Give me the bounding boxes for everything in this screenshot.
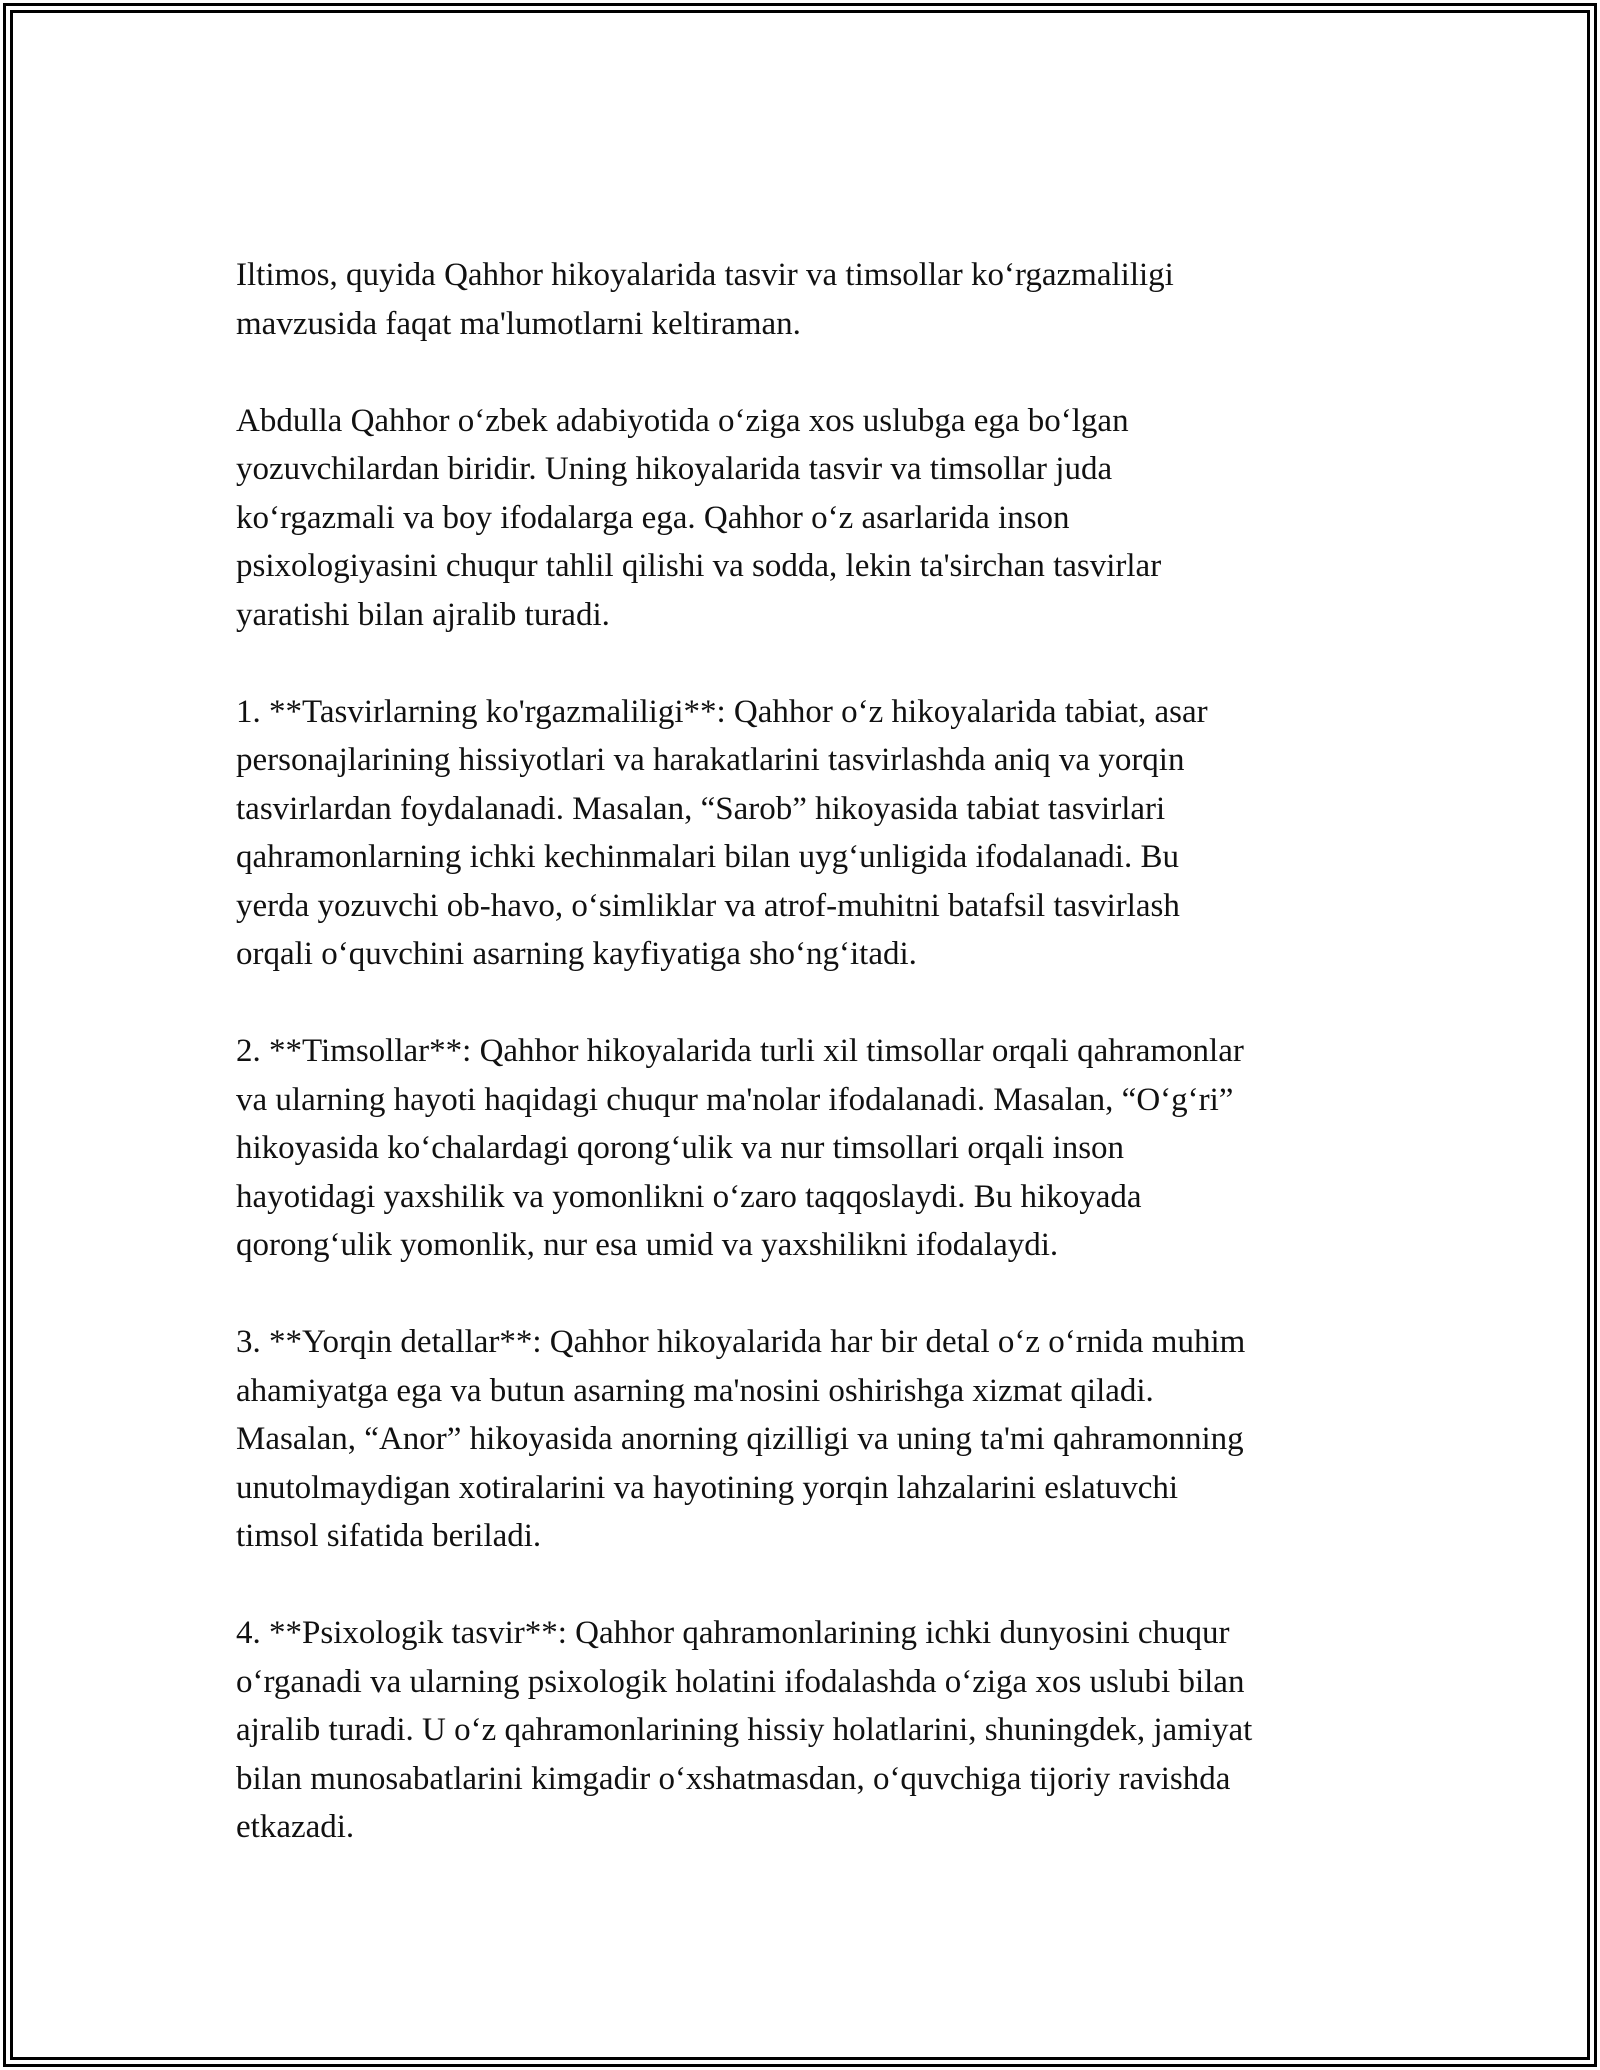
text-line: ko‘rgazmali va boy ifodalarga ega. Qahhor o‘z asarlarida inson [236, 499, 1070, 536]
intro-paragraph [236, 251, 1366, 348]
text-line: unutolmaydigan xotiralarini va hayotining yorqin lahzalarini eslatuvchi [236, 1469, 1179, 1506]
text-line: Iltimos, quyida Qahhor hikoyalarida tasvir va timsollar ko‘rgazmaliligi [236, 257, 1174, 293]
text-line: yozuvchilardan biridir. Uning hikoyalarida tasvir va timsollar juda [236, 451, 1113, 487]
point-4-paragraph [236, 1609, 1366, 1852]
text-line: etkazadi. [236, 1809, 355, 1845]
text-line: orqali o‘quvchini asarning kayfiyatiga sho‘ng‘itadi. [236, 936, 917, 972]
text-line: 4. **Psixologik tasvir**: Qahhor qahramonlarining ichki dunyosini chuqur [236, 1615, 1230, 1651]
point-2-paragraph [236, 1027, 1366, 1270]
text-line: qorong‘ulik yomonlik, nur esa umid va yaxshilikni ifodalaydi. [236, 1227, 1059, 1263]
point-3-paragraph [236, 1318, 1366, 1561]
text-line: hikoyasida ko‘chalardagi qorong‘ulik va nur timsollari orqali inson [236, 1130, 1125, 1166]
text-line: ajralib turadi. U o‘z qahramonlarining hissiy holatlarini, shuningdek, jamiyat [236, 1712, 1253, 1748]
point-1-paragraph [236, 688, 1366, 979]
text-line: ahamiyatga ega va butun asarning ma'nosini oshirishga xizmat qiladi. [236, 1372, 1154, 1409]
text-line: Masalan, “Anor” hikoyasida anorning qizilligi va uning ta'mi qahramonning [236, 1421, 1244, 1457]
text-line: qahramonlarning ichki kechinmalari bilan uyg‘unligida ifodalanadi. Bu [236, 839, 1179, 875]
text-line: tasvirlardan foydalanadi. Masalan, “Sarob” hikoyasida tabiat tasvirlari [236, 790, 1166, 827]
text-line: mavzusida faqat ma'lumotlarni keltiraman. [236, 305, 801, 342]
text-line: 2. **Timsollar**: Qahhor hikoyalarida turli xil timsollar orqali qahramonlar [236, 1033, 1244, 1069]
text-line: bilan munosabatlarini kimgadir o‘xshatmasdan, o‘quvchiga tijoriy ravishda [236, 1760, 1231, 1797]
text-line: hayotidagi yaxshilik va yomonlikni o‘zaro taqqoslaydi. Bu hikoyada [236, 1178, 1142, 1215]
text-line: yerda yozuvchi ob-havo, o‘simliklar va atrof-muhitni batafsil tasvirlash [236, 887, 1180, 924]
text-line: yaratishi bilan ajralib turadi. [236, 596, 610, 633]
text-line: timsol sifatida beriladi. [236, 1518, 542, 1554]
text-line: 3. **Yorqin detallar**: Qahhor hikoyalarida har bir detal o‘z o‘rnida muhim [236, 1324, 1246, 1360]
document-body [236, 251, 1366, 1852]
text-line: 1. **Tasvirlarning ko'rgazmaliligi**: Qahhor o‘z hikoyalarida tabiat, asar [236, 693, 1208, 730]
author-overview-paragraph [236, 397, 1366, 640]
text-line: Abdulla Qahhor o‘zbek adabiyotida o‘ziga xos uslubga ega bo‘lgan [236, 402, 1129, 439]
text-line: psixologiyasini chuqur tahlil qilishi va sodda, lekin ta'sirchan tasvirlar [236, 548, 1162, 584]
text-line: va ularning hayoti haqidagi chuqur ma'nolar ifodalanadi. Masalan, “O‘g‘ri” [236, 1081, 1234, 1118]
text-line: o‘rganadi va ularning psixologik holatini ifodalashda o‘ziga xos uslubi bilan [236, 1663, 1245, 1700]
text-line: personajlarining hissiyotlari va harakatlarini tasvirlashda aniq va yorqin [236, 742, 1185, 778]
